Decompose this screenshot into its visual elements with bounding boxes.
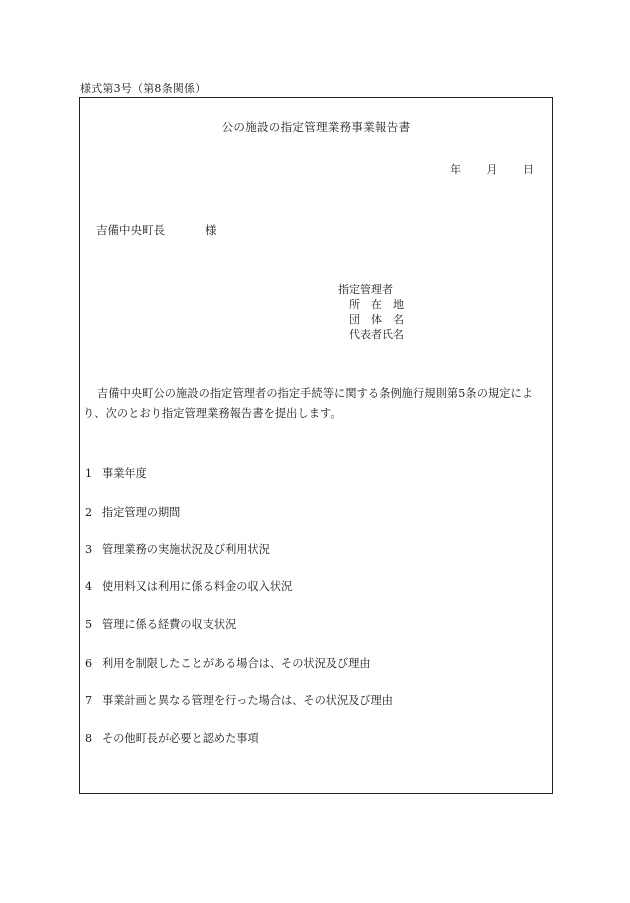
manager-heading: 指定管理者 xyxy=(338,283,393,296)
item-8: 8 その他町長が必要と認めた事項 xyxy=(85,732,259,745)
manager-block xyxy=(338,282,404,342)
document-title: 公の施設の指定管理業務事業報告書 xyxy=(221,120,411,134)
date-year: 年 xyxy=(450,163,461,176)
item-4: 4 使用料又は利用に係る料金の収入状況 xyxy=(85,580,293,593)
body-paragraph: 吉備中央町公の施設の指定管理者の指定手続等に関する条例施行規則第5条の規定により、次のとおり指定管理業務報告書を提出します。 xyxy=(83,387,534,420)
form-number-label: 様式第3号（第8条関係） xyxy=(80,82,207,95)
date-month: 月 xyxy=(486,163,498,176)
addressee-name: 吉備中央町長 xyxy=(96,223,165,237)
item-1: 1 事業年度 xyxy=(85,467,147,480)
manager-rep-label: 代表者氏名 xyxy=(349,328,404,341)
addressee xyxy=(96,222,217,238)
date-line xyxy=(428,161,534,177)
manager-group-label: 団 体 名 xyxy=(349,313,404,326)
manager-address-label: 所 在 地 xyxy=(349,298,404,311)
date-day: 日 xyxy=(523,163,534,176)
addressee-honorific: 様 xyxy=(205,223,217,237)
report-frame xyxy=(79,97,553,794)
item-5: 5 管理に係る経費の収支状況 xyxy=(85,618,237,631)
item-6: 6 利用を制限したことがある場合は、その状況及び理由 xyxy=(85,657,371,670)
item-3: 3 管理業務の実施状況及び利用状況 xyxy=(85,543,270,556)
item-2: 2 指定管理の期間 xyxy=(85,506,181,519)
item-7: 7 事業計画と異なる管理を行った場合は、その状況及び理由 xyxy=(85,694,393,707)
